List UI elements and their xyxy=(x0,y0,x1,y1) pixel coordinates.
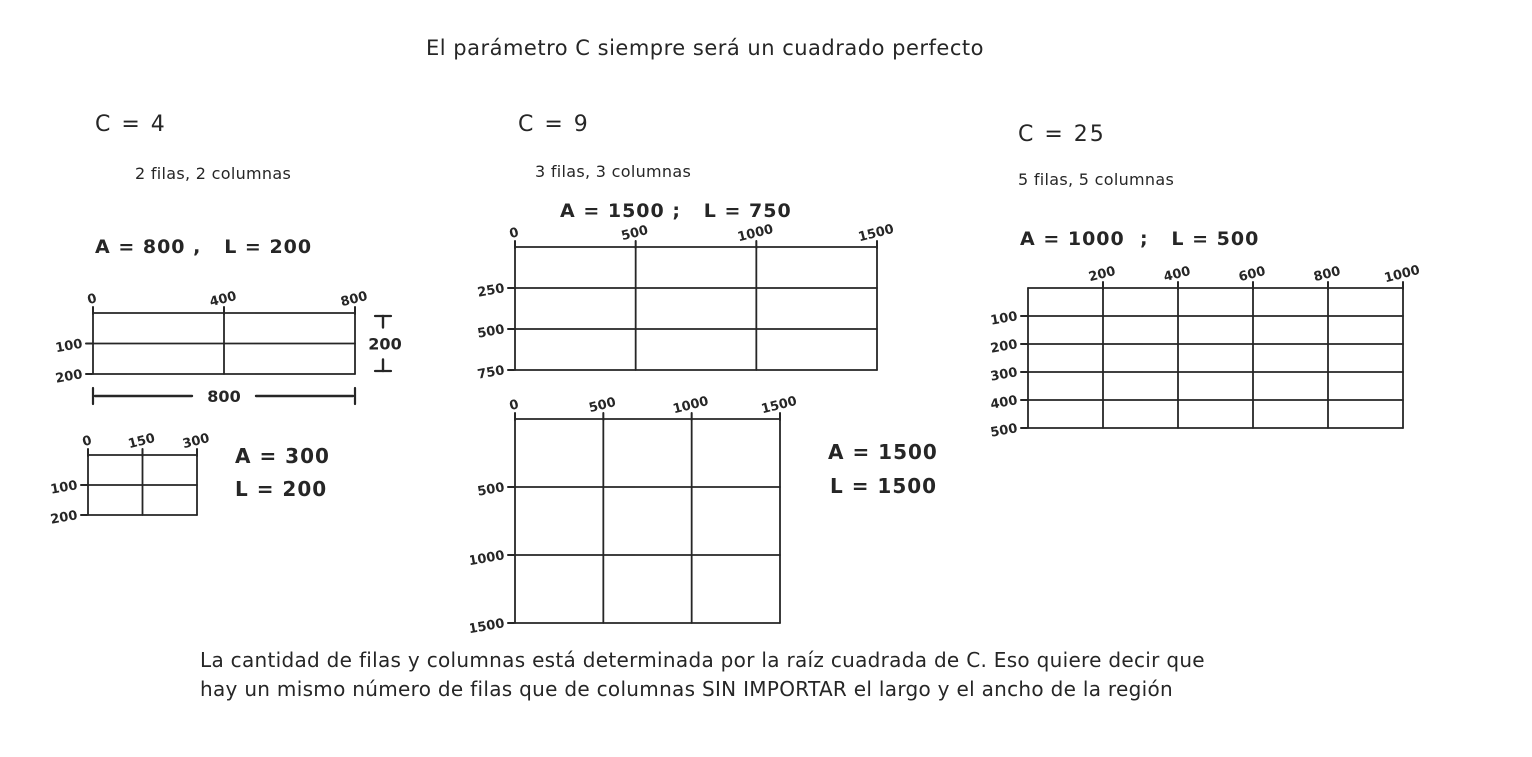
tick-label: 500 xyxy=(476,480,506,500)
tick-label: 1500 xyxy=(856,221,896,246)
tick-label: 200 xyxy=(49,508,79,525)
annotation-c4-small-area: A = 300 xyxy=(235,444,330,468)
tick-label: 200 xyxy=(368,334,402,354)
annotation-c9-square-area: A = 1500 xyxy=(828,440,938,464)
tick-label: 0 xyxy=(507,397,521,414)
grid-svg xyxy=(475,217,915,384)
tick-label: 800 xyxy=(1312,264,1343,286)
tick-label: 500 xyxy=(476,322,506,342)
page-title: El parámetro C siempre será un cuadrado perfecto xyxy=(426,36,984,60)
section-c25-params: A = 1000 ; L = 500 xyxy=(1020,228,1260,250)
tick-label: 750 xyxy=(476,363,506,383)
grid-svg xyxy=(470,389,822,637)
tick-label: 200 xyxy=(989,337,1019,357)
tick-label: 100 xyxy=(54,336,84,357)
tick-label: 500 xyxy=(989,421,1019,441)
tick-label: 600 xyxy=(1237,264,1268,286)
section-c4-subheading: 2 filas, 2 columnas xyxy=(135,164,292,183)
grid-svg xyxy=(53,283,410,409)
footer-note-line1: La cantidad de filas y columnas está determinada por la raíz cuadrada de C. Eso quiere decir que xyxy=(200,648,1205,672)
tick-label: 100 xyxy=(49,478,79,498)
section-c9-heading: C = 9 xyxy=(518,112,590,137)
tick-label: 0 xyxy=(85,291,99,308)
section-c9-subheading: 3 filas, 3 columnas xyxy=(535,162,692,181)
tick-label: 400 xyxy=(1162,264,1193,286)
tick-label: 200 xyxy=(54,367,84,387)
tick-label: 1000 xyxy=(671,393,711,418)
tick-label: 1500 xyxy=(759,393,799,418)
grid-svg xyxy=(48,425,211,525)
tick-label: 200 xyxy=(1087,264,1118,286)
tick-label: 0 xyxy=(80,433,94,450)
tick-label: 400 xyxy=(208,289,239,311)
tick-label: 300 xyxy=(989,365,1019,385)
section-c25-heading: C = 25 xyxy=(1018,122,1106,147)
tick-label: 500 xyxy=(619,223,650,245)
annotation-c4-small-length: L = 200 xyxy=(235,477,328,501)
grid-svg xyxy=(983,258,1445,442)
tick-label: 1000 xyxy=(736,221,775,246)
annotation-c9-square-length: L = 1500 xyxy=(830,474,938,498)
tick-label: 800 xyxy=(339,289,370,311)
grid-c4-main xyxy=(53,283,410,413)
section-c4-params: A = 800 , L = 200 xyxy=(95,236,313,258)
tick-label: 300 xyxy=(181,431,211,453)
tick-label: 500 xyxy=(587,395,618,417)
tick-label: 1500 xyxy=(470,616,506,637)
tick-label: 100 xyxy=(989,309,1019,329)
grid-c9-square xyxy=(470,389,822,641)
grid-c4-small xyxy=(48,425,211,529)
tick-label: 1000 xyxy=(470,548,506,570)
tick-label: 400 xyxy=(989,393,1019,413)
grid-c9-wide xyxy=(475,217,915,388)
section-c25-subheading: 5 filas, 5 columnas xyxy=(1018,170,1175,189)
tick-label: 0 xyxy=(507,225,521,242)
grid-c25-main xyxy=(983,258,1445,446)
tick-label: 150 xyxy=(126,431,157,453)
section-c4-heading: C = 4 xyxy=(95,112,167,137)
tick-label: 1000 xyxy=(1382,262,1422,287)
footer-note-line2: hay un mismo número de filas que de columnas SIN IMPORTAR el largo y el ancho de la región xyxy=(200,677,1173,701)
tick-label: 800 xyxy=(207,387,241,406)
tick-label: 250 xyxy=(476,281,506,301)
section-c9-params: A = 1500 ; L = 750 xyxy=(560,200,792,222)
